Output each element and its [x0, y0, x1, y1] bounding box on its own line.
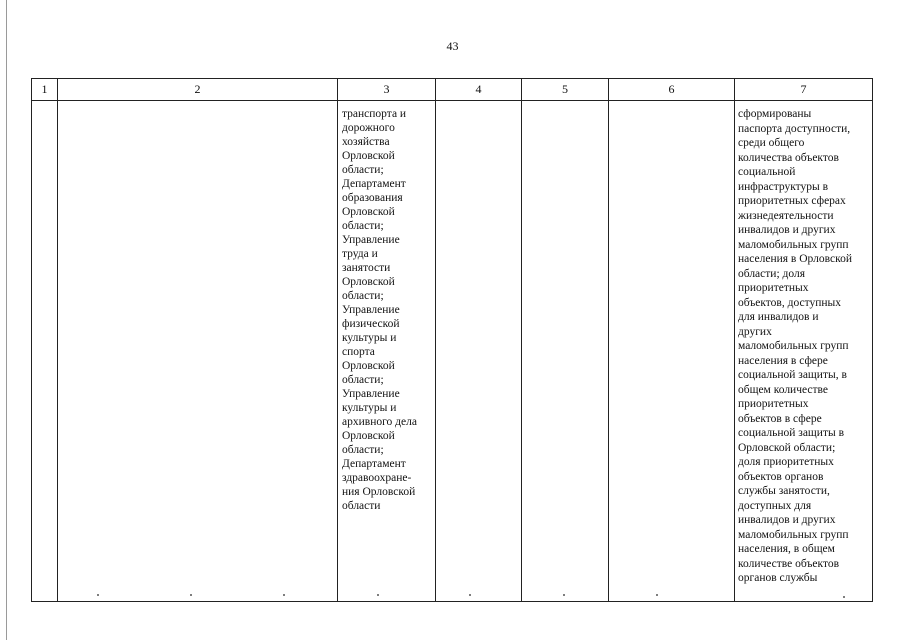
scan-speck — [283, 594, 285, 596]
cell-col-2-text — [58, 101, 337, 107]
scan-speck — [469, 594, 471, 596]
table-row — [32, 101, 873, 602]
indicators-text: сформированы паспорта доступности, среди общего количества объектов социальной инфраструктуры в приоритетных сферах жизнедеятельности инвалидов и других маломобильных групп населения в Орловской области; доля приоритетных объектов, доступных для инвалидов и других маломобильных групп населения в сфере социальной защиты, в общем количестве приоритетных объектов в сфере социальной защиты в Орловской области; доля приоритетных объектов органов службы занятости, доступных для инвалидов и других маломобильных групп населения, в общем количестве объектов органов службы — [738, 108, 852, 584]
cell-col-1 — [32, 101, 58, 602]
scan-edge-line — [6, 0, 7, 640]
table-header-row — [32, 79, 873, 101]
cell-col-5-text — [522, 101, 608, 107]
cell-col-6 — [609, 101, 735, 602]
scan-speck — [843, 596, 845, 598]
scan-speck — [563, 594, 565, 596]
header-col-6: 6 — [609, 79, 735, 101]
header-col-5: 5 — [522, 79, 609, 101]
scan-speck — [97, 594, 99, 596]
scan-speck — [190, 594, 192, 596]
header-col-2: 2 — [58, 79, 338, 101]
scan-speck — [656, 594, 658, 596]
cell-col-4 — [436, 101, 522, 602]
cell-col-4-text — [436, 101, 521, 107]
cell-col-3 — [338, 101, 436, 602]
cell-col-2 — [58, 101, 338, 602]
header-col-7: 7 — [735, 79, 873, 101]
cell-col-7 — [735, 101, 873, 602]
header-col-1: 1 — [32, 79, 58, 101]
cell-col-1-text — [32, 101, 57, 107]
scan-speck — [377, 594, 379, 596]
header-col-3: 3 — [338, 79, 436, 101]
page-number: 43 — [446, 39, 459, 53]
responsible-executors-text: транспорта и дорожного хозяйства Орловской области; Департамент образования Орловской области; Управление труда и занятости Орловской области; Управление физической культуры и спорта Орловской области; Управление культуры и архивного дела Орловской области; Департамент здравоохране- ния Орловской области — [342, 108, 417, 512]
cell-col-6-text — [609, 101, 734, 107]
document-table — [31, 78, 873, 602]
header-col-4: 4 — [436, 79, 522, 101]
cell-col-5 — [522, 101, 609, 602]
